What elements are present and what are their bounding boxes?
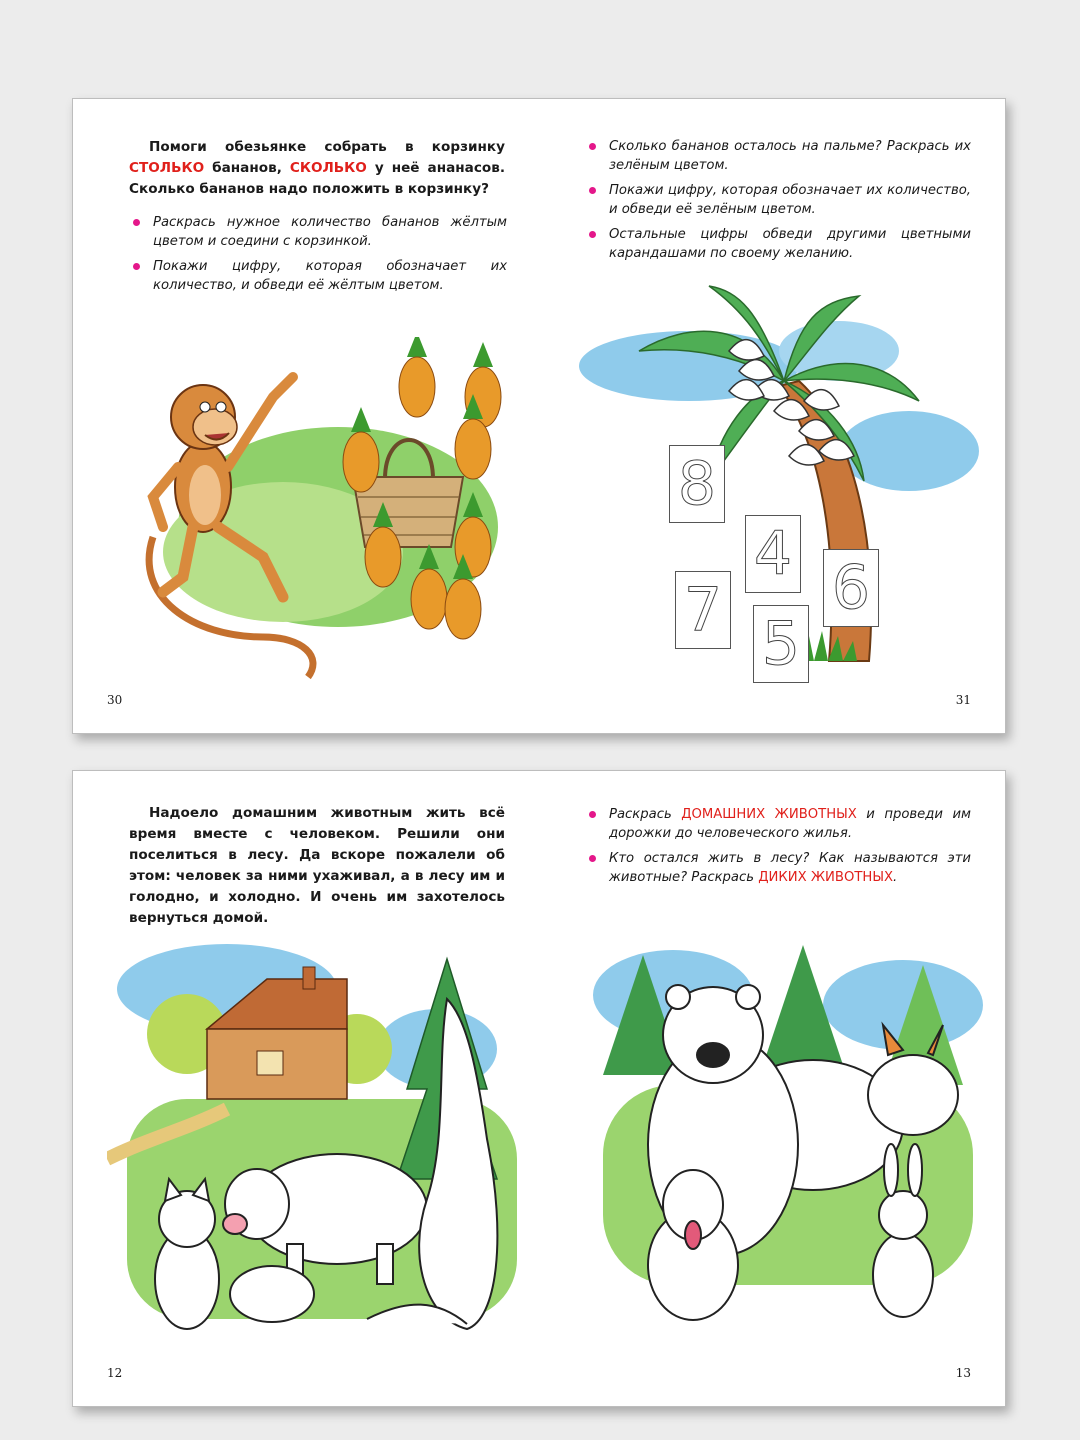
digit-card-8: 8 [669,445,725,523]
bullet-icon [589,855,596,862]
task-item: Сколько бананов осталось на пальме? Раскрась их зелёным цветом. [585,137,971,175]
digit-card-5: 5 [753,605,809,683]
digit-card-4: 4 [745,515,801,593]
bullet-icon [133,263,140,270]
task-item: Раскрась ДОМАШНИХ ЖИВОТНЫХ и проведи им дорожки до человеческого жилья. [585,805,971,843]
page-number: 13 [955,1366,971,1380]
page-number: 31 [955,693,971,707]
task-item: Остальные цифры обведи другими цветными карандашами по своему желанию. [585,225,971,263]
bullet-icon [589,231,596,238]
book-spread-top [72,98,1006,734]
book-spread-bottom [72,770,1006,1407]
cat-figure [155,1179,219,1329]
digit-card-7: 7 [675,571,731,649]
bullet-icon [589,143,596,150]
page-31-task-list [585,137,971,269]
page-30 [73,99,539,733]
page-12 [73,771,539,1406]
task-item: Раскрась нужное количество бананов жёлтым цветом и соедини с корзинкой. [129,213,507,251]
page-13 [539,771,1005,1406]
page-12-instruction: Надоело домашним животным жить всё время вместе с человеком. Решили они поселиться в лесу. Да вскоре пожалели об этом: человек за ними ухаживал, а в лесу им и голодно, и холодно. И очень им захотелось вернуться домой. [129,805,505,926]
task-item: Покажи цифру, которая обозначает их количество, и обведи её жёлтым цветом. [129,257,507,295]
farm-animals-illustration [107,939,517,1359]
digit-card-6: 6 [823,549,879,627]
monkey-pineapples-illustration [133,337,503,697]
task-item: Покажи цифру, которая обозначает их количество, и обведи её зелёным цветом. [585,181,971,219]
hedgehog-figure [230,1266,314,1322]
task-item: Кто остался жить в лесу? Как называются эти животные? Раскрась ДИКИХ ЖИВОТНЫХ. [585,849,971,887]
page-30-task-list [129,213,507,301]
page-number: 12 [107,1366,123,1380]
bullet-icon [133,219,140,226]
page-30-instruction: Помоги обезьянке собрать в корзинку СТОЛЬКО бананов, СКОЛЬКО у неё ананасов. Сколько бананов надо положить в корзинку? [129,139,505,197]
page-13-task-list [585,805,971,893]
wild-animals-illustration [583,935,983,1345]
bullet-icon [589,187,596,194]
page-number: 30 [107,693,123,707]
page-31 [539,99,1005,733]
bullet-icon [589,811,596,818]
